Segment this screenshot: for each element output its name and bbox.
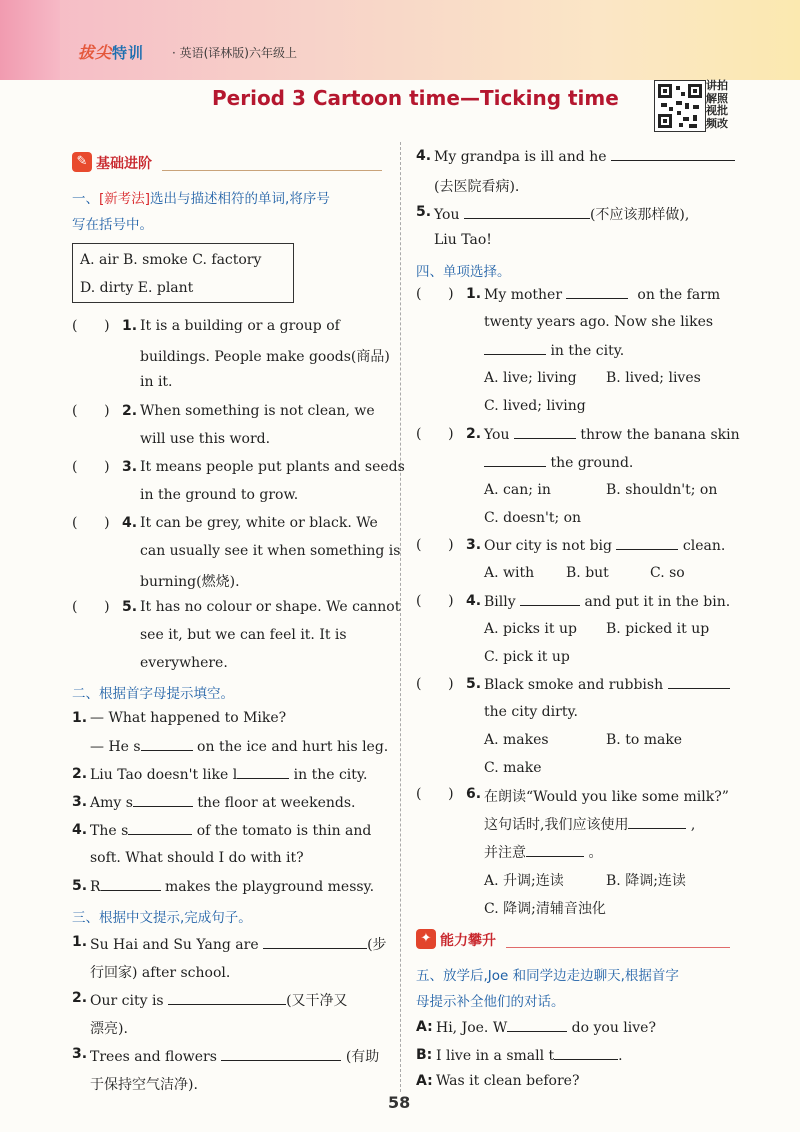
- part5-instructions-cont: 母提示补全他们的对话。: [416, 994, 565, 1010]
- header-accent: [0, 0, 60, 80]
- question-text: Our city is (又干净又: [90, 993, 348, 1009]
- question-text: soft. What should I do with it?: [90, 850, 304, 866]
- question-text: It can be grey, white or black. We: [140, 515, 378, 531]
- question-text: It is a building or a group of: [140, 318, 340, 334]
- question-number: 2.: [122, 403, 138, 419]
- question-text: Su Hai and Su Yang are (步: [90, 937, 387, 953]
- option-b[interactable]: B. 降调;连读: [606, 873, 686, 889]
- question-number: 3.: [72, 1046, 88, 1062]
- answer-blank[interactable]: [141, 738, 193, 751]
- question-text: the ground.: [484, 454, 633, 471]
- question-text: everywhere.: [140, 655, 228, 671]
- question-text: 并注意 。: [484, 845, 603, 861]
- question-text: 于保持空气洁净).: [90, 1077, 198, 1093]
- option-b[interactable]: B. picked it up: [606, 621, 710, 637]
- answer-bracket[interactable]: ( ): [416, 426, 454, 442]
- question-text: twenty years ago. Now she likes: [484, 314, 714, 330]
- answer-blank[interactable]: [554, 1047, 618, 1060]
- pencil-icon: ✎: [72, 152, 92, 172]
- answer-bracket[interactable]: ( ): [72, 515, 110, 531]
- question-text: — He s on the ice and hurt his leg.: [90, 739, 389, 755]
- answer-blank[interactable]: [628, 816, 686, 829]
- question-number: 5.: [466, 676, 482, 692]
- question-text: When something is not clean, we: [140, 403, 375, 419]
- question-text: burning(燃烧).: [140, 574, 240, 590]
- speaker-label: A:: [416, 1073, 433, 1089]
- option-b[interactable]: B. lived; lives: [606, 370, 701, 386]
- part4-instructions: 四、单项选择。: [416, 264, 511, 280]
- answer-bracket[interactable]: ( ): [416, 286, 454, 302]
- option-c[interactable]: C. lived; living: [484, 398, 586, 414]
- question-number: 2.: [72, 766, 88, 782]
- section-label: 基础进阶: [96, 156, 152, 172]
- question-number: 1.: [122, 318, 138, 334]
- answer-bracket[interactable]: ( ): [72, 318, 110, 334]
- part3-instructions: 三、根据中文提示,完成句子。: [72, 910, 252, 926]
- option-c[interactable]: C. so: [650, 565, 685, 581]
- option-b[interactable]: B. to make: [606, 732, 683, 748]
- book-series-name: 拔尖特训: [78, 43, 145, 62]
- question-number: 5.: [72, 878, 88, 894]
- question-text: 漂亮).: [90, 1021, 128, 1037]
- question-text: see it, but we can feel it. It is: [140, 627, 347, 643]
- question-number: 2.: [466, 426, 482, 442]
- answer-blank[interactable]: [168, 992, 286, 1005]
- answer-blank[interactable]: [484, 342, 546, 355]
- option-b[interactable]: B. shouldn't; on: [606, 482, 718, 498]
- question-text: The s of the tomato is thin and: [90, 823, 372, 839]
- dialogue-line: I live in a small t .: [436, 1048, 623, 1064]
- answer-blank[interactable]: [128, 822, 192, 835]
- option-a[interactable]: A. makes: [484, 732, 549, 748]
- answer-blank[interactable]: [484, 454, 546, 467]
- answer-blank[interactable]: [464, 206, 590, 219]
- word-options-row: D. dirty E. plant: [80, 280, 194, 296]
- question-text: My mother on the farm: [484, 287, 721, 303]
- question-text: Black smoke and rubbish: [484, 676, 730, 693]
- section-rule: [162, 170, 382, 171]
- question-text: — What happened to Mike?: [90, 710, 287, 726]
- part5-instructions: 五、放学后,Joe 和同学边走边聊天,根据首字: [416, 968, 679, 984]
- dialogue-line: Hi, Joe. W do you live?: [436, 1020, 656, 1036]
- answer-bracket[interactable]: ( ): [72, 599, 110, 615]
- question-text: (去医院看病).: [434, 179, 520, 195]
- option-a[interactable]: A. 升调;连读: [484, 873, 564, 889]
- question-number: 5.: [416, 204, 432, 220]
- column-divider: [400, 142, 401, 1092]
- question-text: Liu Tao doesn't like l in the city.: [90, 767, 368, 783]
- question-text: in the city.: [484, 342, 624, 359]
- question-text: My grandpa is ill and he: [434, 148, 735, 165]
- question-number: 1.: [72, 710, 88, 726]
- question-text: buildings. People make goods(商品): [140, 349, 390, 365]
- word-options-row: A. air B. smoke C. factory: [80, 252, 262, 268]
- answer-bracket[interactable]: ( ): [416, 786, 454, 802]
- question-text: will use this word.: [140, 431, 271, 447]
- question-number: 2.: [72, 990, 88, 1006]
- answer-blank[interactable]: [514, 426, 576, 439]
- question-number: 3.: [466, 537, 482, 553]
- question-text: in the ground to grow.: [140, 487, 299, 503]
- answer-bracket[interactable]: ( ): [416, 537, 454, 553]
- question-number: 5.: [122, 599, 138, 615]
- question-text: Billy and put it in the bin.: [484, 594, 731, 610]
- answer-bracket[interactable]: ( ): [416, 676, 454, 692]
- answer-blank[interactable]: [616, 537, 678, 550]
- question-text: Trees and flowers (有助: [90, 1049, 380, 1065]
- question-number: 6.: [466, 786, 482, 802]
- answer-blank[interactable]: [221, 1048, 341, 1061]
- rocket-icon: ✦: [416, 929, 436, 949]
- answer-blank[interactable]: [526, 844, 584, 857]
- option-c[interactable]: C. make: [484, 760, 542, 776]
- question-number: 4.: [122, 515, 138, 531]
- section-rule: [506, 947, 730, 948]
- question-text: Liu Tao!: [434, 232, 492, 248]
- option-c[interactable]: C. doesn't; on: [484, 510, 582, 526]
- answer-blank[interactable]: [611, 148, 735, 161]
- question-number: 1.: [72, 934, 88, 950]
- speaker-label: A:: [416, 1019, 433, 1035]
- speaker-label: B:: [416, 1047, 433, 1063]
- answer-blank[interactable]: [668, 676, 730, 689]
- option-c[interactable]: C. 降调;清辅音浊化: [484, 901, 606, 917]
- answer-blank[interactable]: [507, 1019, 567, 1032]
- question-text: 这句话时,我们应该使用 ,: [484, 817, 696, 833]
- part2-instructions: 二、根据首字母提示填空。: [72, 686, 234, 702]
- option-b[interactable]: B. but: [566, 565, 609, 581]
- option-c[interactable]: C. pick it up: [484, 649, 570, 665]
- question-text: 在朗读“Would you like some milk?”: [484, 789, 729, 805]
- question-text: R makes the playground messy.: [90, 879, 375, 895]
- qr-caption: 讲拍解照视批频改: [706, 79, 728, 130]
- section-advanced: [416, 929, 730, 949]
- question-number: 3.: [72, 794, 88, 810]
- answer-bracket[interactable]: ( ): [416, 593, 454, 609]
- part1-instructions-cont: 写在括号中。: [72, 217, 153, 233]
- answer-blank[interactable]: [520, 593, 580, 606]
- answer-blank[interactable]: [263, 936, 367, 949]
- question-text: It means people put plants and seeds: [140, 459, 405, 475]
- option-a[interactable]: A. live; living: [484, 370, 577, 386]
- answer-blank[interactable]: [566, 286, 628, 299]
- answer-bracket[interactable]: ( ): [72, 403, 110, 419]
- question-number: 4.: [416, 148, 432, 164]
- page-title: Period 3 Cartoon time—Ticking time: [212, 86, 619, 110]
- book-subject: · 英语(译林版)六年级上: [172, 46, 297, 60]
- section-basic: [72, 152, 384, 172]
- question-text: Amy s the floor at weekends.: [90, 795, 356, 811]
- question-text: in it.: [140, 374, 173, 390]
- question-text: It has no colour or shape. We cannot: [140, 599, 401, 615]
- answer-blank[interactable]: [237, 766, 289, 779]
- question-text: 行回家) after school.: [90, 965, 231, 981]
- question-number: 1.: [466, 286, 482, 302]
- page-number: 58: [388, 1093, 411, 1112]
- qr-code-icon[interactable]: [654, 80, 706, 132]
- part1-instructions: 一、[新考法]选出与描述相符的单词,将序号: [72, 191, 330, 207]
- question-text: You throw the banana skin: [484, 427, 740, 443]
- answer-blank[interactable]: [133, 794, 193, 807]
- question-number: 3.: [122, 459, 138, 475]
- option-a[interactable]: A. can; in: [484, 482, 551, 498]
- answer-bracket[interactable]: ( ): [72, 459, 110, 475]
- option-a[interactable]: A. with: [484, 565, 535, 581]
- question-text: the city dirty.: [484, 704, 578, 720]
- question-number: 4.: [72, 822, 88, 838]
- question-text: can usually see it when something is: [140, 543, 401, 559]
- section-label: 能力攀升: [440, 933, 496, 949]
- question-text: Our city is not big clean.: [484, 538, 726, 554]
- question-text: You (不应该那样做),: [434, 207, 690, 223]
- dialogue-line: Was it clean before?: [436, 1073, 580, 1089]
- answer-blank[interactable]: [101, 878, 161, 891]
- option-a[interactable]: A. picks it up: [484, 621, 577, 637]
- question-number: 4.: [466, 593, 482, 609]
